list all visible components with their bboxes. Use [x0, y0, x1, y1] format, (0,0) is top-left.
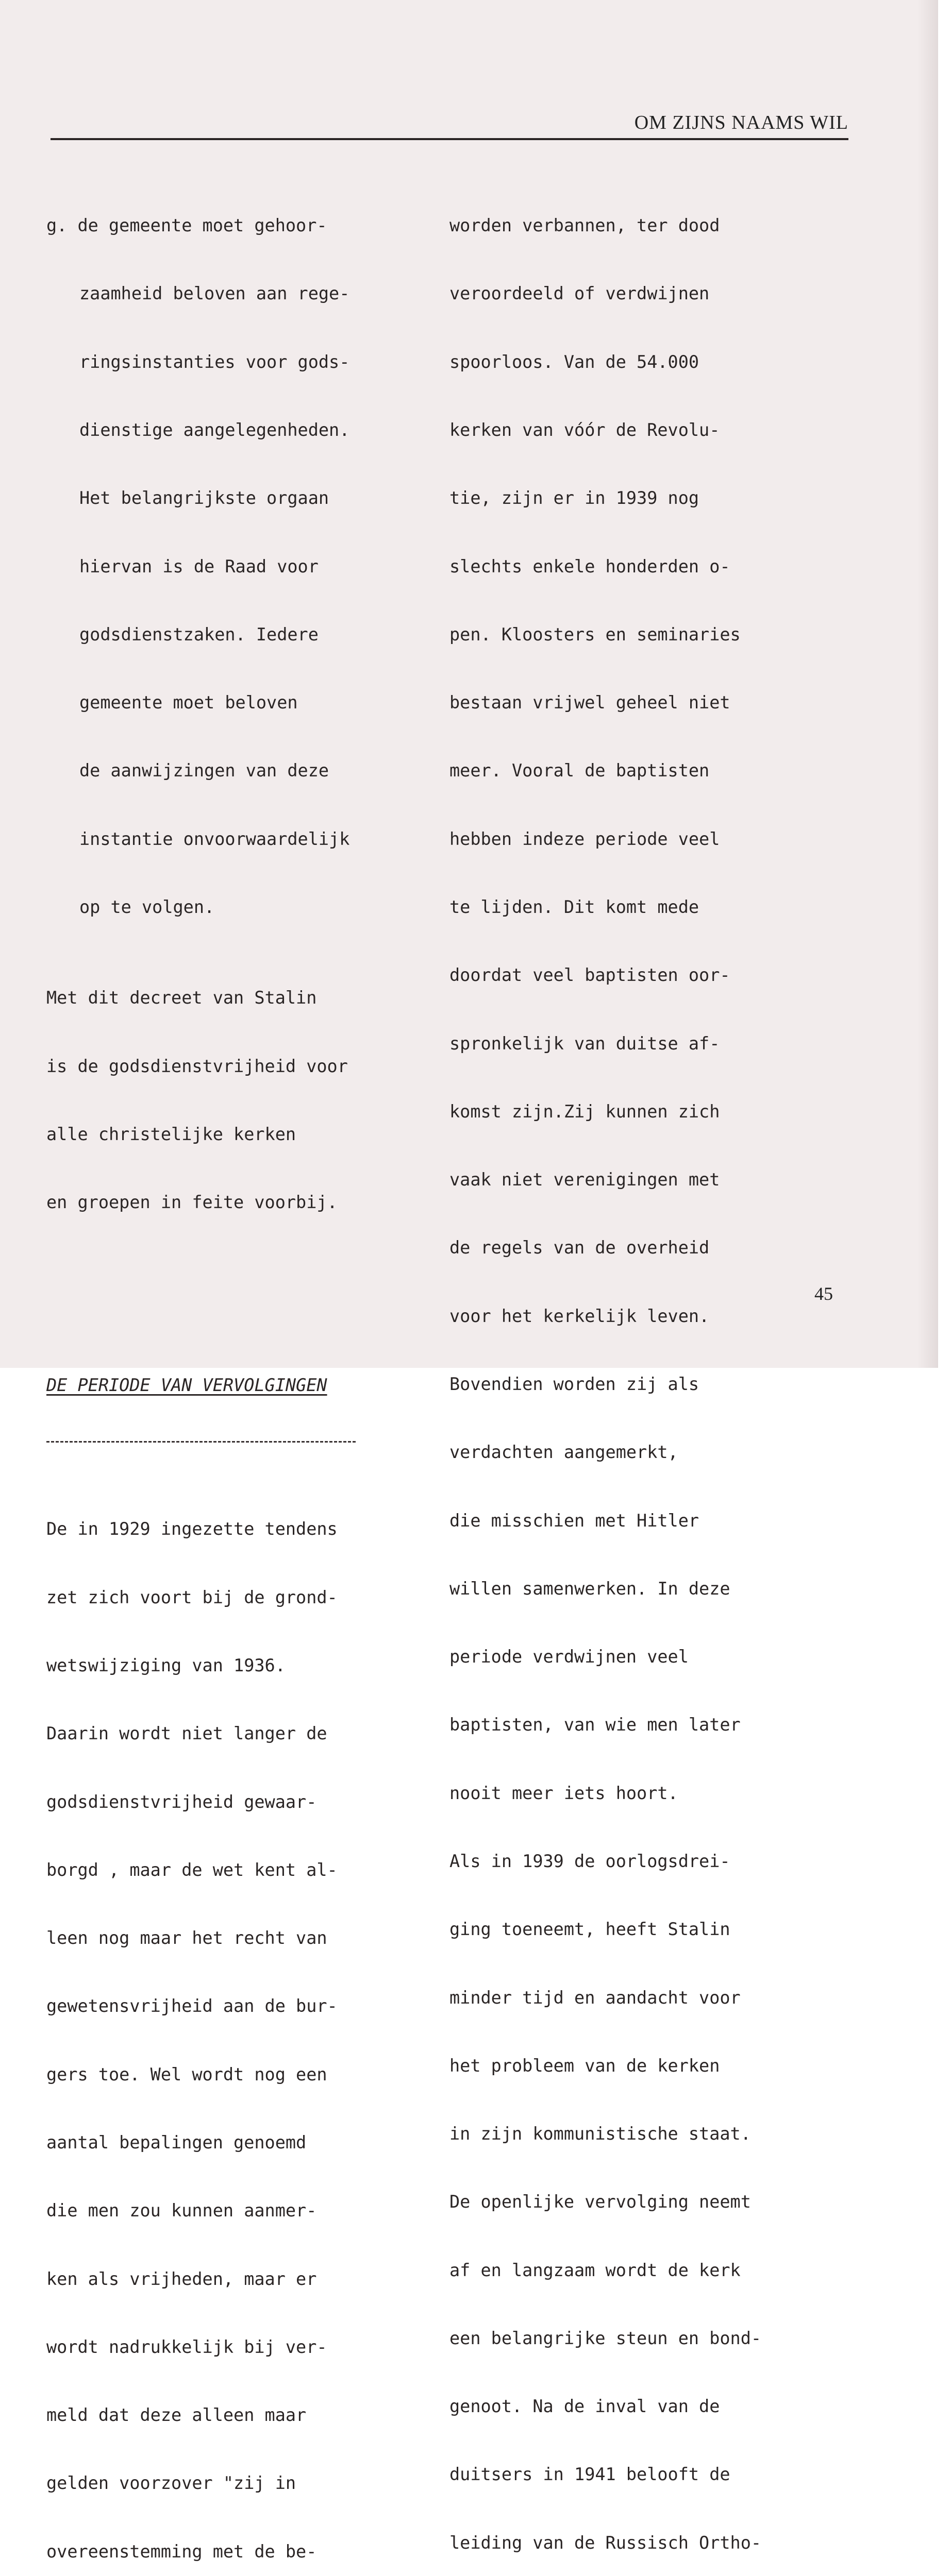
paragraph-line: kerken van vóór de Revolu-	[449, 420, 720, 440]
list-item-line: zaamheid beloven aan rege-	[79, 283, 350, 304]
paragraph-line: voor het kerkelijk leven.	[449, 1306, 710, 1326]
paragraph-line: zet zich voort bij de grond-	[46, 1587, 338, 1607]
paragraph-line: en groepen in feite voorbij.	[46, 1192, 338, 1213]
paragraph-line: leen nog maar het recht van	[46, 1928, 327, 1948]
paragraph-line: alle christelijke kerken	[46, 1124, 296, 1144]
paragraph-line: leiding van de Russisch Ortho-	[449, 2532, 762, 2553]
list-item-line: Het belangrijkste orgaan	[79, 488, 329, 509]
paragraph-line: minder tijd en aandacht voor	[449, 1987, 741, 2008]
paragraph-line: De in 1929 ingezette tendens	[46, 1519, 338, 1539]
paragraph-line: slechts enkele honderden o-	[449, 556, 730, 577]
paragraph-line: Bovendien worden zij als	[449, 1374, 699, 1394]
paragraph-line: ging toeneemt, heeft Stalin	[449, 1919, 730, 1940]
paragraph-line: te lijden. Dit komt mede	[449, 897, 699, 917]
paragraph-line: Met dit decreet van Stalin	[46, 988, 317, 1008]
paragraph-line: verdachten aangemerkt,	[449, 1442, 678, 1463]
section-heading: DE PERIODE VAN VERVOLGINGEN	[46, 1375, 327, 1395]
header-rule	[51, 138, 848, 140]
list-item-line: g. de gemeente moet gehoor-	[46, 215, 327, 236]
paragraph-line: willen samenwerken. In deze	[449, 1578, 730, 1599]
paragraph-line: bestaan vrijwel geheel niet	[449, 692, 730, 713]
list-item-line: op te volgen.	[79, 897, 215, 917]
list-item-line: gemeente moet beloven	[79, 692, 298, 713]
paragraph-line: af en langzaam wordt de kerk	[449, 2260, 741, 2280]
paragraph-line: in zijn kommunistische staat.	[449, 2124, 751, 2144]
paragraph-line: gelden voorzover "zij in	[46, 2473, 296, 2494]
running-header	[51, 109, 848, 140]
paragraph-line: Als in 1939 de oorlogsdrei-	[449, 1851, 730, 1871]
paragraph-line: spronkelijk van duitse af-	[449, 1033, 720, 1054]
paragraph-line: pen. Kloosters en seminaries	[449, 624, 741, 645]
paragraph-line: aantal bepalingen genoemd	[46, 2132, 307, 2153]
paragraph-line: worden verbannen, ter dood	[449, 215, 720, 236]
paragraph-line: borgd , maar de wet kent al-	[46, 1859, 338, 1880]
paragraph-line: die misschien met Hitler	[449, 1510, 699, 1531]
paragraph-line: hebben indeze periode veel	[449, 828, 720, 849]
paragraph-line: komst zijn.Zij kunnen zich	[449, 1101, 720, 1122]
list-item-line: de aanwijzingen van deze	[79, 760, 329, 781]
paragraph-line: Daarin wordt niet langer de	[46, 1723, 327, 1744]
right-column	[449, 169, 821, 2576]
paragraph-line: een belangrijke steun en bond-	[449, 2328, 762, 2348]
paragraph-line: wetswijziging van 1936.	[46, 1655, 286, 1675]
paragraph-line: wordt nadrukkelijk bij ver-	[46, 2336, 327, 2357]
paragraph-line: de regels van de overheid	[449, 1238, 710, 1258]
paragraph-line: godsdienstvrijheid gewaar-	[46, 1791, 317, 1812]
paragraph-line: ken als vrijheden, maar er	[46, 2268, 317, 2289]
paragraph-line: genoot. Na de inval van de	[449, 2396, 720, 2417]
paragraph-line: veroordeeld of verdwijnen	[449, 283, 710, 304]
paragraph-line: het probleem van de kerken	[449, 2055, 720, 2076]
running-title: OM ZIJNS NAAMS WIL	[634, 112, 848, 133]
paragraph-line: meer. Vooral de baptisten	[449, 760, 710, 781]
paragraph-line: doordat veel baptisten oor-	[449, 965, 730, 986]
list-item-line: dienstige aangelegenheden.	[79, 420, 350, 440]
paragraph-line: baptisten, van wie men later	[449, 1715, 741, 1735]
section-heading-rule	[46, 1441, 356, 1450]
paragraph-line: die men zou kunnen aanmer-	[46, 2200, 317, 2221]
left-column	[46, 169, 418, 2576]
list-item-line: godsdienstzaken. Iedere	[79, 624, 319, 645]
page-number: 45	[814, 1283, 833, 1304]
paragraph-line: gers toe. Wel wordt nog een	[46, 2064, 327, 2084]
paragraph-line: tie, zijn er in 1939 nog	[449, 488, 699, 509]
paragraph-line: is de godsdienstvrijheid voor	[46, 1056, 348, 1076]
list-item-line: hiervan is de Raad voor	[79, 556, 319, 577]
list-item-line: instantie onvoorwaardelijk	[79, 828, 350, 849]
list-item-line: ringsinstanties voor gods-	[79, 351, 350, 372]
paragraph-gap	[46, 1282, 418, 1306]
paragraph-line: spoorloos. Van de 54.000	[449, 351, 699, 372]
paragraph-line: De openlijke vervolging neemt	[449, 2192, 751, 2212]
paragraph-line: periode verdwijnen veel	[449, 1647, 689, 1667]
page-binding-edge	[917, 0, 938, 1368]
paragraph-line: gewetensvrijheid aan de bur-	[46, 1996, 338, 2016]
paragraph-line: vaak niet verenigingen met	[449, 1170, 720, 1190]
paragraph-line: nooit meer iets hoort.	[449, 1783, 678, 1803]
paragraph-line: duitsers in 1941 belooft de	[449, 2464, 730, 2485]
paragraph-line: overeenstemming met de be-	[46, 2541, 317, 2562]
paragraph-line: meld dat deze alleen maar	[46, 2405, 307, 2426]
